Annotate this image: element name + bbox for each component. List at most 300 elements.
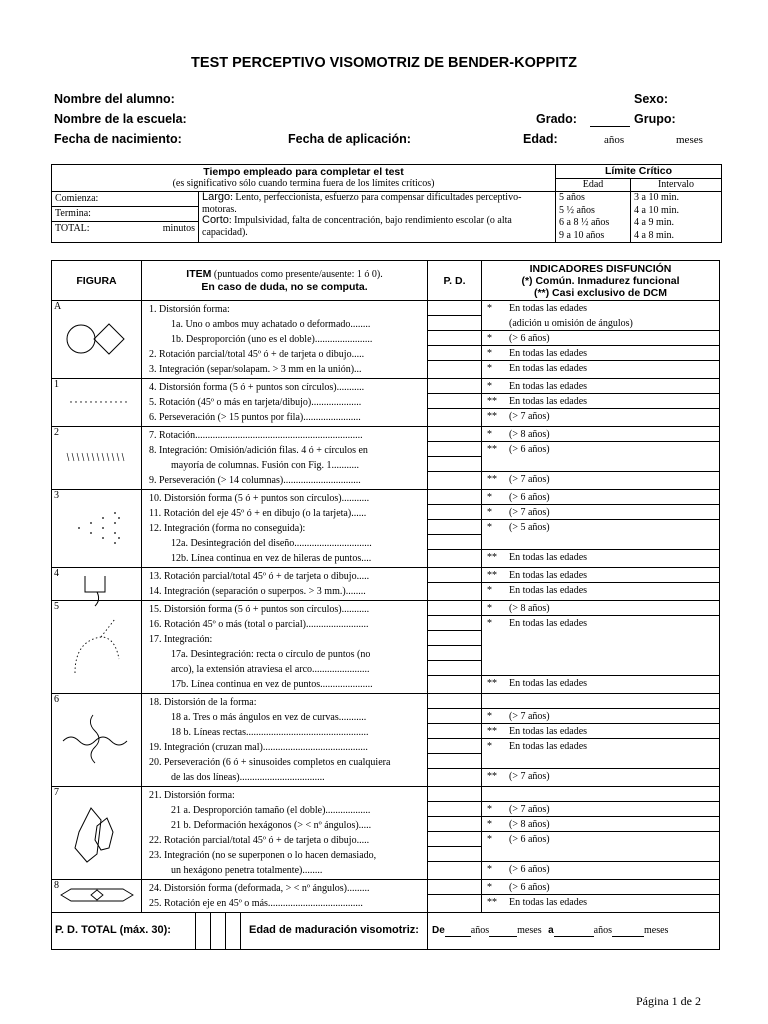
pd-total-box[interactable] xyxy=(210,913,225,949)
age-label: Edad: xyxy=(523,132,558,146)
indicator-line xyxy=(482,862,719,877)
indicator-text: (> 7 años) xyxy=(509,711,550,722)
start-label: Comienza: xyxy=(55,193,99,204)
figure-row xyxy=(52,427,720,490)
item-text: 25. Rotación eje en 45º o más...................................... xyxy=(149,898,363,909)
indicator-line xyxy=(482,583,719,598)
figure-label: 8 xyxy=(54,880,59,891)
from-years-label: años xyxy=(470,925,490,937)
indicators-line2: (*) Común. Inmadurez funcional xyxy=(521,274,680,287)
indicator-text: (> 5 años) xyxy=(509,522,550,533)
pd-score-field[interactable] xyxy=(428,316,481,331)
indicators-cell xyxy=(482,601,720,694)
indicator-star: ** xyxy=(487,474,497,485)
school-name-label: Nombre de la escuela: xyxy=(54,112,187,126)
from-months-field[interactable] xyxy=(489,936,517,937)
item-text: 21. Distorsión forma: xyxy=(149,790,235,801)
pd-score-field[interactable] xyxy=(428,442,481,457)
critical-interval: 4 a 10 min. xyxy=(634,204,679,216)
pd-cell xyxy=(428,694,482,787)
page-number: Página 1 de 2 xyxy=(636,994,701,1008)
figure-row xyxy=(52,880,720,913)
corto-text: : Impulsividad, falta de concentración, bajo rendimiento escolar (o alta capacidad). xyxy=(202,215,512,238)
grade-label: Grado: xyxy=(536,112,577,126)
pd-score-field[interactable] xyxy=(428,427,481,442)
pd-score-field[interactable] xyxy=(428,568,481,583)
pd-score-field[interactable] xyxy=(428,394,481,409)
pd-score-field[interactable] xyxy=(428,472,481,487)
indicator-line xyxy=(482,472,719,487)
item-text: 13. Rotación parcial/total 45º ó + de tarjeta o dibujo..... xyxy=(149,571,370,582)
age-col-header: Edad xyxy=(556,179,631,191)
start-field[interactable] xyxy=(52,192,198,207)
item-text: 18 b. Líneas rectas................................................. xyxy=(171,727,369,738)
item-text: 11. Rotación del eje 45º ó + en dibujo (o la tarjeta)...... xyxy=(149,508,367,519)
indicator-line xyxy=(482,832,719,847)
item-text: 21 a. Desproporción tamaño (el doble).................. xyxy=(171,805,371,816)
figure-3-drawing xyxy=(57,503,137,553)
indicator-line xyxy=(482,709,719,724)
pd-total-box[interactable] xyxy=(195,913,210,949)
indicator-line xyxy=(482,568,719,583)
pd-cell xyxy=(428,787,482,880)
indicator-text: (> 6 años) xyxy=(509,864,550,875)
indicator-line xyxy=(482,895,719,910)
pd-cell xyxy=(428,568,482,601)
indicator-star: * xyxy=(487,522,492,533)
indicator-line xyxy=(482,802,719,817)
critical-interval: 4 a 8 min. xyxy=(634,229,674,241)
indicators-cell xyxy=(482,694,720,787)
item-text: 7. Rotación................................................................... xyxy=(149,430,363,441)
indicator-line xyxy=(482,505,719,520)
indicator-text: (> 7 años) xyxy=(509,507,550,518)
to-years-field[interactable] xyxy=(554,936,594,937)
corto-label: Corto xyxy=(202,214,229,226)
pd-cell xyxy=(428,490,482,568)
indicator-star: * xyxy=(487,834,492,845)
total-field[interactable] xyxy=(52,222,198,236)
item-text: 18 a. Tres o más ángulos en vez de curvas........... xyxy=(171,712,367,723)
pd-score-field[interactable] xyxy=(428,601,481,616)
pd-cell xyxy=(428,880,482,913)
to-label: a xyxy=(548,925,554,937)
figure-2-drawing xyxy=(57,447,137,467)
pd-score-field[interactable] xyxy=(428,862,481,877)
indicator-text: En todas las edades xyxy=(509,741,588,752)
item-text: 1. Distorsión forma: xyxy=(149,304,230,315)
figure-row xyxy=(52,694,720,787)
item-text: 9. Perseveración (> 14 columnas)............................... xyxy=(149,475,361,486)
indicator-line xyxy=(482,316,719,331)
indicator-text: En todas las edades xyxy=(509,585,588,596)
items-cell xyxy=(142,301,428,379)
indicator-text: (> 6 años) xyxy=(509,444,550,455)
figure-cell xyxy=(52,694,142,787)
pd-total-box[interactable] xyxy=(225,913,241,949)
figure-label: 7 xyxy=(54,787,59,798)
pd-col-header: P. D. xyxy=(428,261,482,301)
indicator-star: ** xyxy=(487,897,497,908)
figure-row xyxy=(52,568,720,601)
indicator-line xyxy=(482,520,719,535)
indicator-line xyxy=(482,409,719,424)
pd-score-field[interactable] xyxy=(428,646,481,661)
time-fields xyxy=(52,192,199,243)
pd-score-field[interactable] xyxy=(428,520,481,535)
pd-score-field[interactable] xyxy=(428,754,481,769)
indicator-text: (> 7 años) xyxy=(509,771,550,782)
indicator-line xyxy=(482,394,719,409)
indicator-star: * xyxy=(487,363,492,374)
figure-row xyxy=(52,379,720,427)
pd-score-field[interactable] xyxy=(428,694,481,709)
indicator-text: En todas las edades xyxy=(509,678,588,689)
indicator-line xyxy=(482,490,719,505)
figure-label: 1 xyxy=(54,379,59,390)
indicator-text: En todas las edades xyxy=(509,570,588,581)
item-text: 14. Integración (separación o superpos. > 3 mm.)........ xyxy=(149,586,366,597)
age-years-label: años xyxy=(604,134,625,146)
scoring-table xyxy=(51,260,720,950)
time-subtitle: (es significativo sólo cuando termina fuera de los límites críticos) xyxy=(172,178,435,189)
pd-score-field[interactable] xyxy=(428,847,481,862)
indicators-cell xyxy=(482,301,720,379)
indicators-cell xyxy=(482,880,720,913)
indicator-star: ** xyxy=(487,396,497,407)
pd-score-field[interactable] xyxy=(428,895,481,910)
indicator-line xyxy=(482,427,719,442)
figure-label: 6 xyxy=(54,694,59,705)
pd-score-field[interactable] xyxy=(428,661,481,676)
item-text: arco), la extensión atraviesa el arco....................... xyxy=(171,664,370,675)
figure-cell xyxy=(52,301,142,379)
indicator-text: En todas las edades xyxy=(509,348,588,359)
indicator-line xyxy=(482,331,719,346)
indicator-star: ** xyxy=(487,771,497,782)
pd-cell xyxy=(428,379,482,427)
indicator-star: * xyxy=(487,882,492,893)
pd-score-field[interactable] xyxy=(428,832,481,847)
indicator-text: (> 7 años) xyxy=(509,474,550,485)
items-cell xyxy=(142,787,428,880)
item-header-line2: En caso de duda, no se computa. xyxy=(201,281,368,293)
item-text: 19. Integración (cruzan mal).......................................... xyxy=(149,742,368,753)
indicator-text: En todas las edades xyxy=(509,381,588,392)
indicator-line xyxy=(482,754,719,769)
indicator-line xyxy=(482,817,719,832)
indicator-text: (> 7 años) xyxy=(509,804,550,815)
critical-interval: 3 a 10 min. xyxy=(634,192,679,203)
indicator-star: * xyxy=(487,585,492,596)
figure-label: 5 xyxy=(54,601,59,612)
indicator-line xyxy=(482,769,719,784)
indicator-text: En todas las edades xyxy=(509,726,588,737)
indicator-text: (adición u omisión de ángulos) xyxy=(509,318,633,329)
pd-score-field[interactable] xyxy=(428,346,481,361)
item-header-bold: ITEM xyxy=(186,268,212,280)
maturation-age-label: Edad de maduración visomotriz: xyxy=(249,924,419,937)
pd-score-field[interactable] xyxy=(428,802,481,817)
indicator-line xyxy=(482,550,719,565)
indicator-star: * xyxy=(487,741,492,752)
indicator-line xyxy=(482,601,719,616)
student-name-label: Nombre del alumno: xyxy=(54,92,175,106)
figure-label: A xyxy=(54,301,62,312)
indicator-text: (> 8 años) xyxy=(509,429,550,440)
to-months-field[interactable] xyxy=(612,936,644,937)
indicator-text: En todas las edades xyxy=(509,552,588,563)
figure-cell xyxy=(52,787,142,880)
pd-score-field[interactable] xyxy=(428,331,481,346)
indicator-line xyxy=(482,694,719,709)
pd-cell xyxy=(428,427,482,490)
figure-row xyxy=(52,490,720,568)
item-text: 12b. Línea continua en vez de hileras de puntos.... xyxy=(171,553,372,564)
item-text: 21 b. Deformación hexágonos (> < nº ángulos)..... xyxy=(171,820,372,831)
indicator-line xyxy=(482,880,719,895)
critical-age: 5 ½ años xyxy=(559,204,595,216)
figure-cell xyxy=(52,379,142,427)
pd-score-field[interactable] xyxy=(428,880,481,895)
indicator-star: * xyxy=(487,507,492,518)
pd-score-field[interactable] xyxy=(428,676,481,691)
item-text: un hexágono penetra totalmente)........ xyxy=(171,865,323,876)
indicators-cell xyxy=(482,427,720,490)
indicators-col-header xyxy=(482,261,720,301)
indicator-star: * xyxy=(487,348,492,359)
item-text: 1a. Uno o ambos muy achatado o deformado........ xyxy=(171,319,371,330)
from-label: De xyxy=(432,925,445,937)
age-months-label: meses xyxy=(676,134,703,146)
largo-text: : Lento, perfeccionista, esfuerzo para compensar dificultades perceptivo-motoras. xyxy=(202,192,522,215)
indicator-text: En todas las edades xyxy=(509,363,588,374)
items-cell xyxy=(142,490,428,568)
indicator-star: ** xyxy=(487,444,497,455)
item-text: 22. Rotación parcial/total 45º ó + de tarjeta o dibujo..... xyxy=(149,835,370,846)
indicator-line xyxy=(482,535,719,550)
indicator-star: ** xyxy=(487,552,497,563)
indicator-text: En todas las edades xyxy=(509,897,588,908)
item-text: 10. Distorsión forma (5 ó + puntos son círculos)........... xyxy=(149,493,370,504)
page-title: TEST PERCEPTIVO VISOMOTRIZ DE BENDER-KOPPITZ xyxy=(191,55,577,71)
figure-5-drawing xyxy=(57,611,137,681)
indicator-star: * xyxy=(487,819,492,830)
pd-score-field[interactable] xyxy=(428,631,481,646)
indicator-star: * xyxy=(487,603,492,614)
time-title: Tiempo empleado para completar el test xyxy=(203,165,404,178)
pd-score-field[interactable] xyxy=(428,583,481,598)
pd-score-field[interactable] xyxy=(428,616,481,631)
critical-age: 5 años xyxy=(559,192,585,203)
indicator-line xyxy=(482,301,719,316)
items-cell xyxy=(142,568,428,601)
figure-row xyxy=(52,601,720,694)
indicator-text: (> 6 años) xyxy=(509,492,550,503)
pd-score-field[interactable] xyxy=(428,457,481,472)
indicator-star: * xyxy=(487,303,492,314)
figure-7-drawing xyxy=(57,792,137,872)
indicator-star: * xyxy=(487,381,492,392)
figure-cell xyxy=(52,568,142,601)
time-interpretation xyxy=(199,192,556,243)
item-text: 5. Rotación (45º o más en tarjeta/dibujo).................... xyxy=(149,397,362,408)
pd-cell xyxy=(428,301,482,379)
pd-score-field[interactable] xyxy=(428,490,481,505)
pd-score-field[interactable] xyxy=(428,301,481,316)
indicator-line xyxy=(482,442,719,457)
indicator-star: * xyxy=(487,333,492,344)
item-text: 17. Integración: xyxy=(149,634,213,645)
pd-score-field[interactable] xyxy=(428,787,481,802)
critical-ages xyxy=(556,192,631,243)
item-text: 18. Distorsión de la forma: xyxy=(149,697,257,708)
indicator-star: ** xyxy=(487,570,497,581)
figure-label: 4 xyxy=(54,568,59,579)
time-title-cell xyxy=(52,165,556,192)
indicators-cell xyxy=(482,568,720,601)
figure-row xyxy=(52,301,720,379)
figure-6-drawing xyxy=(57,709,137,769)
from-months-label: meses xyxy=(517,925,542,937)
indicator-text: (> 6 años) xyxy=(509,834,550,845)
indicator-text: En todas las edades xyxy=(509,303,588,314)
item-text: de las dos líneas).................................. xyxy=(171,772,325,783)
figure-1-drawing xyxy=(57,392,137,412)
item-text: 23. Integración (no se superponen o lo hacen demasiado, xyxy=(149,850,377,861)
indicator-line xyxy=(482,847,719,862)
item-text: 16. Rotación 45º o más (total o parcial)......................... xyxy=(149,619,369,630)
indicator-star: * xyxy=(487,618,492,629)
minutes-label: minutos xyxy=(162,223,195,234)
items-cell xyxy=(142,379,428,427)
pd-score-field[interactable] xyxy=(428,739,481,754)
total-label: TOTAL: xyxy=(55,223,90,234)
indicator-text: (> 7 años) xyxy=(509,411,550,422)
indicator-star: * xyxy=(487,804,492,815)
indicator-text: (> 8 años) xyxy=(509,603,550,614)
indicator-star: * xyxy=(487,429,492,440)
from-years-field[interactable] xyxy=(445,936,471,937)
sex-label: Sexo: xyxy=(634,92,669,106)
interval-col-header: Intervalo xyxy=(657,179,695,190)
indicators-line3: (**) Casi exclusivo de DCM xyxy=(533,286,668,299)
indicator-text: (> 8 años) xyxy=(509,819,550,830)
item-text: 24. Distorsión forma (deformada, > < nº ángulos)......... xyxy=(149,883,370,894)
pd-total-label: P. D. TOTAL (máx. 30): xyxy=(55,924,171,937)
item-text: 17a. Desintegración: recta o círculo de puntos (no xyxy=(171,649,371,660)
indicator-line xyxy=(482,739,719,754)
critical-limit-header xyxy=(556,165,722,192)
items-cell xyxy=(142,694,428,787)
item-header-note: (puntuados como presente/ausente: 1 ó 0). xyxy=(211,269,383,280)
indicator-line xyxy=(482,676,719,691)
items-cell xyxy=(142,601,428,694)
figure-cell xyxy=(52,490,142,568)
item-text: 1b. Desproporción (uno es el doble)....................... xyxy=(171,334,373,345)
indicators-title: INDICADORES DISFUNCIÓN xyxy=(529,262,672,275)
item-text: 3. Integración (separ/solapam. > 3 mm en la unión)... xyxy=(149,364,362,375)
indicators-cell xyxy=(482,787,720,880)
indicator-text: (> 6 años) xyxy=(509,882,550,893)
item-text: 17b. Línea continua en vez de puntos..................... xyxy=(171,679,373,690)
critical-age: 9 a 10 años xyxy=(559,229,605,241)
pd-score-field[interactable] xyxy=(428,709,481,724)
figure-cell xyxy=(52,880,142,913)
indicator-line xyxy=(482,346,719,361)
end-label: Termina: xyxy=(55,208,91,219)
critical-interval: 4 a 9 min. xyxy=(634,217,674,228)
item-text: 8. Integración: Omisión/adición filas. 4 ó + círculos en xyxy=(149,445,368,456)
pd-cell xyxy=(428,601,482,694)
indicator-star: ** xyxy=(487,726,497,737)
item-col-header xyxy=(142,261,428,301)
figure-row xyxy=(52,787,720,880)
item-text: 20. Perseveración (6 ó + sinusoides completos en cualquiera xyxy=(149,757,391,768)
grade-field[interactable] xyxy=(590,112,630,127)
indicator-text: En todas las edades xyxy=(509,396,588,407)
items-cell xyxy=(142,880,428,913)
birth-date-label: Fecha de nacimiento: xyxy=(54,132,182,146)
pd-score-field[interactable] xyxy=(428,769,481,784)
pd-score-field[interactable] xyxy=(428,535,481,550)
pd-score-field[interactable] xyxy=(428,550,481,565)
pd-score-field[interactable] xyxy=(428,505,481,520)
indicator-text: (> 6 años) xyxy=(509,333,550,344)
item-text: 6. Perseveración (> 15 puntos por fila)....................... xyxy=(149,412,361,423)
pd-score-field[interactable] xyxy=(428,409,481,424)
critical-intervals xyxy=(631,192,722,243)
figure-cell xyxy=(52,427,142,490)
item-text: 2. Rotación parcial/total 45º ó + de tarjeta o dibujo..... xyxy=(149,349,365,360)
figure-label: 2 xyxy=(54,427,59,438)
figure-cell xyxy=(52,601,142,694)
item-text: mayoría de columnas. Fusión con Fig. 1........... xyxy=(171,460,360,471)
pd-score-field[interactable] xyxy=(428,379,481,394)
items-cell xyxy=(142,427,428,490)
indicator-star: ** xyxy=(487,411,497,422)
indicators-cell xyxy=(482,379,720,427)
pd-score-field[interactable] xyxy=(428,361,481,376)
pd-score-field[interactable] xyxy=(428,817,481,832)
indicator-line xyxy=(482,646,719,661)
indicator-line xyxy=(482,787,719,802)
item-text: 4. Distorsión forma (5 ó + puntos son círculos)........... xyxy=(149,382,365,393)
indicator-line xyxy=(482,457,719,472)
indicator-line xyxy=(482,631,719,646)
end-field[interactable] xyxy=(52,207,198,222)
to-months-label: meses xyxy=(644,925,669,937)
figure-col-header: FIGURA xyxy=(52,261,142,301)
indicator-line xyxy=(482,724,719,739)
indicator-line xyxy=(482,361,719,376)
indicator-star: * xyxy=(487,864,492,875)
item-text: 12. Integración (forma no conseguida): xyxy=(149,523,306,534)
application-date-label: Fecha de aplicación: xyxy=(288,132,411,146)
indicator-line xyxy=(482,616,719,631)
to-years-label: años xyxy=(593,925,612,937)
time-table xyxy=(51,164,722,243)
maturation-range-cell xyxy=(428,913,720,950)
largo-label: Largo xyxy=(202,191,231,203)
indicator-star: ** xyxy=(487,678,497,689)
item-text: 15. Distorsión forma (5 ó + puntos son círculos)........... xyxy=(149,604,370,615)
indicator-line xyxy=(482,661,719,676)
pd-score-field[interactable] xyxy=(428,724,481,739)
indicator-star: * xyxy=(487,711,492,722)
indicator-text: En todas las edades xyxy=(509,618,588,629)
pd-total-cell xyxy=(52,913,428,950)
